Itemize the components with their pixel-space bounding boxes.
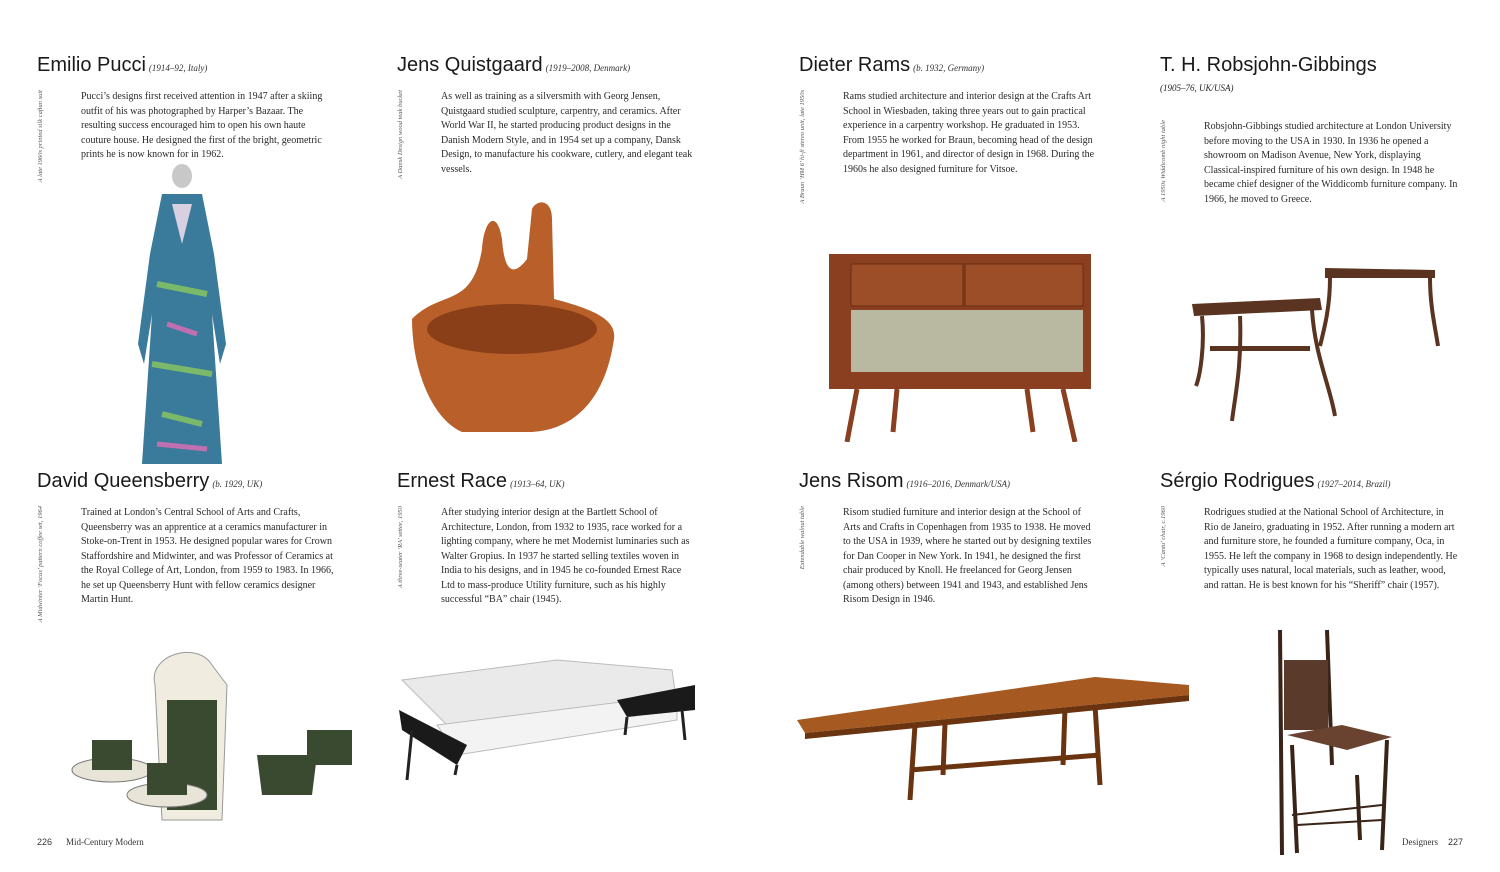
entry-jens-risom: [799, 470, 1139, 605]
designer-name: David Queensberry: [37, 470, 210, 492]
night-tables-image: [1190, 266, 1440, 421]
image-caption: A Midwinter ‘Focus’ pattern coffee set, 1964: [37, 506, 44, 623]
designer-meta: (1919–2008, Denmark): [545, 63, 631, 73]
designer-meta: (1914–92, Italy): [148, 63, 208, 73]
image-caption: A ‘Cantu’ chair, c.1960: [1160, 506, 1167, 567]
bio-text: After studying interior design at the Bartlett School of Architecture, London, from 1932 to 1935, race worked for a lighting company, where he met Modernist luminaries such as Walter Gropius. In 1937 he started selling textiles woven in India to his designs, and in 1945 he co-founded Ernest Race Ltd to mass-produce Utility furniture, such as his highly successful “BA” chair (1945).: [441, 507, 690, 605]
bio-text: Robsjohn-Gibbings studied architecture at London University before moving to the USA in 1930. In 1936 he opened a showroom on Madison Avenue, New York, displaying Classical-inspired furniture of his own design. In 1948 he became chief designer of the Widdicomb furniture company. In 1966, he moved to Greece.: [1204, 121, 1458, 205]
teak-bucket-image: [402, 199, 622, 434]
image-caption: A Dansk Design wood teak bucket: [397, 90, 404, 179]
image-caption: A three-seater ‘RA’ settee, 1950: [397, 506, 404, 589]
bio-text: As well as training as a silversmith with Georg Jensen, Quistgaard studied sculpture, carpentry, and ceramics. After World War II, he started producing product designs in the Danish Modern Style, and in 1954 set up a company, Dansk Design, to manufacture his cookware, cutlery, and elegant teak vessels.: [441, 91, 693, 175]
stereo-cabinet-image: [827, 252, 1093, 442]
bio-text: Pucci’s designs first received attention in 1947 after a skiing outfit of his was photographed by Harper’s Bazaar. The resulting success encouraged him to open his own haute couture house. He designed the first of the bright, geometric prints he is now known for in 1962.: [81, 91, 323, 160]
image-caption: A 1950s Widdicomb night table: [1160, 120, 1167, 202]
designer-meta: (1927–2014, Brazil): [1317, 479, 1391, 489]
designer-name: Dieter Rams: [799, 54, 911, 76]
designer-name: Sérgio Rodrigues: [1160, 470, 1315, 492]
entry-sergio-rodrigues: [1160, 470, 1500, 591]
chapter-title: Designers: [1401, 837, 1438, 847]
designer-name: Jens Quistgaard: [397, 54, 543, 76]
bio-text: Rams studied architecture and interior design at the Crafts Art School in Wiesbaden, taking three years out to gain practical experience in a carpentry workshop. He graduated in 1953. From 1955 he worked for Braun, becoming head of the design department in 1961, and director of design in 1968. During the 1960s he also designed furniture for Vitsoe.: [843, 91, 1095, 175]
footer-right: [1402, 837, 1463, 847]
entry-robsjohn-gibbings: [1160, 54, 1500, 205]
designer-meta: (1913–64, UK): [510, 479, 565, 489]
entry-ernest-race: [397, 470, 737, 605]
settee-image: [397, 655, 697, 785]
section-title: Mid-Century Modern: [66, 837, 144, 847]
chair-image: [1272, 625, 1397, 860]
image-caption: A late 1960s printed silk caftan suit: [37, 90, 44, 183]
designer-name: T. H. Robsjohn-Gibbings: [1160, 54, 1377, 76]
entry-dieter-rams: [799, 54, 1139, 204]
designer-name: Emilio Pucci: [37, 54, 146, 76]
image-caption: Extendable walnut table: [799, 506, 806, 570]
designer-meta: (b. 1932, Germany): [913, 63, 985, 73]
designer-meta: (1916–2016, Denmark/USA): [906, 479, 1010, 489]
entry-david-queensberry: [37, 470, 377, 623]
page-number-right: 227: [1447, 837, 1463, 847]
dress-image: [122, 164, 242, 469]
designer-meta: (b. 1929, UK): [212, 479, 263, 489]
designer-name: Jens Risom: [799, 470, 904, 492]
entry-emilio-pucci: [37, 54, 377, 183]
bio-text: Rodrigues studied at the National School of Architecture, in Rio de Janeiro, graduating in 1952. After running a modern art and furniture store, he founded a furniture company, Oca, in 1955. He left the company in 1968 to design independently. He typically uses natural, local materials, such as leather, wood, and rattan. He is best known for his “Sheriff” chair (1957).: [1204, 507, 1458, 591]
entry-jens-quistgaard: [397, 54, 737, 179]
walnut-table-image: [795, 675, 1191, 805]
page-number-left: 226: [37, 837, 53, 847]
image-caption: A Braun ‘HM 6’ hi-fi stereo unit, late 1950s: [799, 90, 806, 204]
coffee-set-image: [67, 645, 362, 825]
designer-meta: (1905–76, UK/USA): [1160, 83, 1234, 93]
bio-text: Trained at London’s Central School of Arts and Crafts, Queensberry was an apprentice at a ceramics manufacturer in Stoke-on-Trent in 1953. He designed popular wares for Crown Staffordshire and Midwinter, and was Professor of Ceramics at the Royal College of Art, London, from 1959 to 1983. In 1966, he set up Queensberry Hunt with fellow ceramics designer Martin Hunt.: [81, 507, 334, 605]
footer-left: [37, 837, 144, 847]
designer-name: Ernest Race: [397, 470, 508, 492]
bio-text: Risom studied furniture and interior design at the School of Arts and Crafts in Copenhagen from 1935 to 1938. He moved to the USA in 1939, where he started out by designing textiles for Dan Cooper in New York. In 1941, he designed the first chair produced by Knoll. He freelanced for Georg Jensen (among others) between 1941 and 1943, and established Jens Risom Design in 1946.: [843, 507, 1092, 605]
